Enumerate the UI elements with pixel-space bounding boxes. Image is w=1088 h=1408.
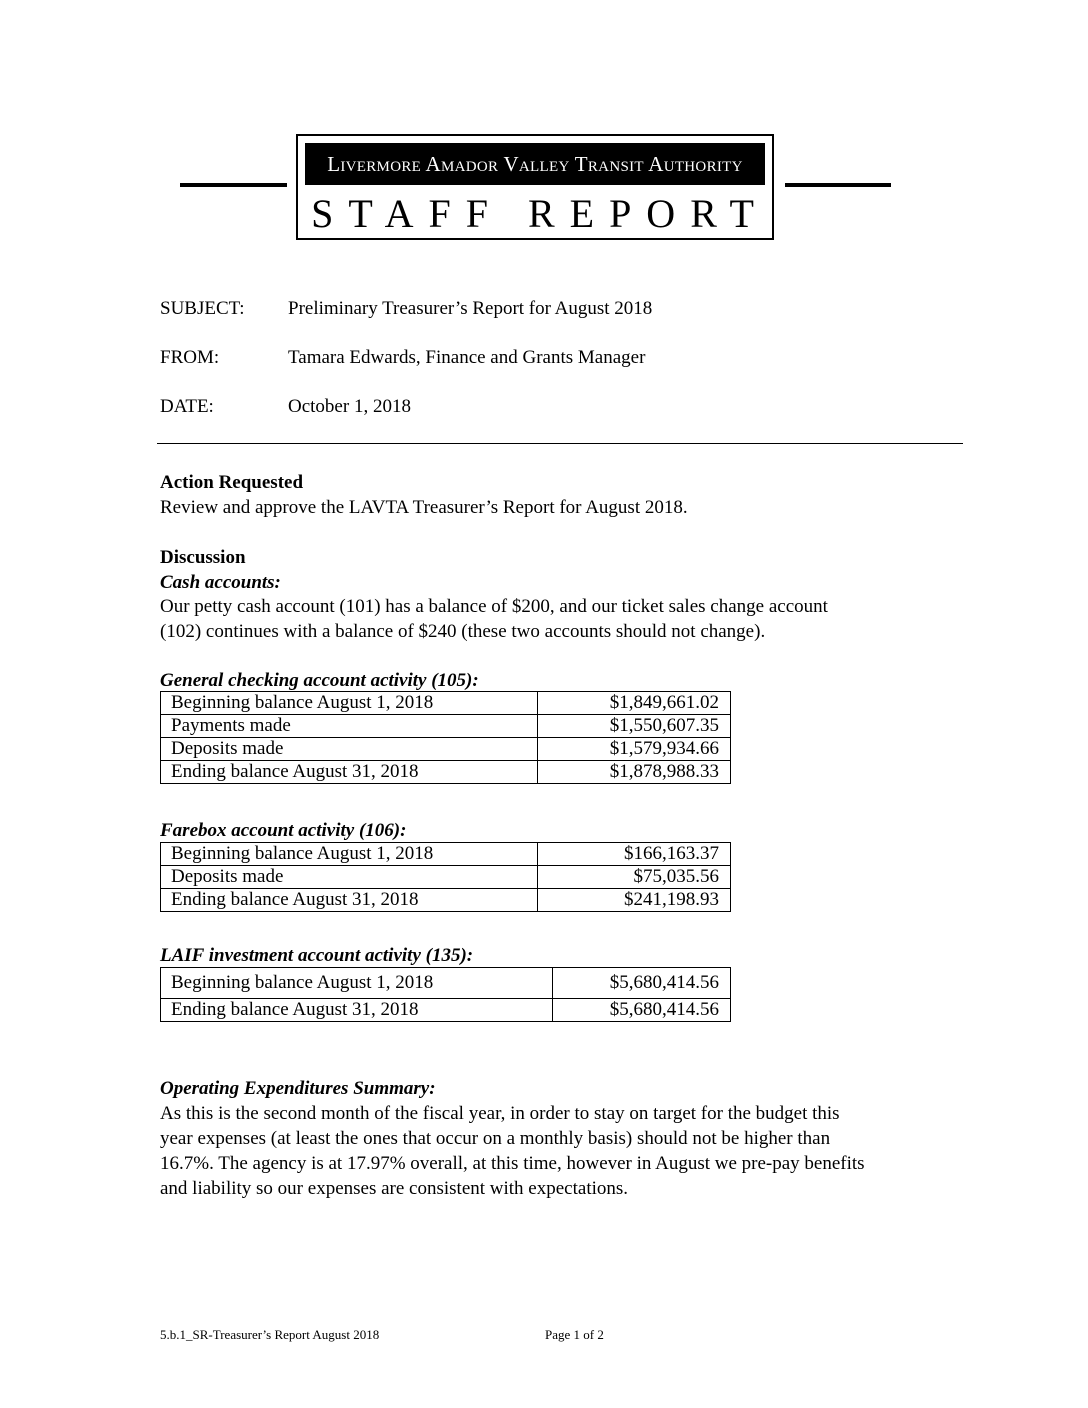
table-row [161, 738, 731, 761]
row-value: $1,579,934.66 [538, 738, 731, 761]
row-label: Ending balance August 31, 2018 [161, 999, 553, 1022]
operating-line-3: 16.7%. The agency is at 17.97% overall, at this time, however in August we pre-pay benefits [160, 1153, 865, 1174]
cash-accounts-line-1: Our petty cash account (101) has a balance of $200, and our ticket sales change account [160, 596, 828, 617]
operating-line-1: As this is the second month of the fiscal year, in order to stay on target for the budget this [160, 1103, 840, 1124]
row-value: $75,035.56 [538, 866, 731, 889]
table-row [161, 866, 731, 889]
table-row [161, 692, 731, 715]
row-label: Beginning balance August 1, 2018 [161, 968, 553, 999]
table-row [161, 843, 731, 866]
table-row [161, 968, 731, 999]
letterhead [296, 134, 774, 240]
laif-table [160, 967, 731, 1022]
operating-line-2: year expenses (at least the ones that occur on a monthly basis) should not be higher than [160, 1128, 831, 1149]
cash-accounts-heading: Cash accounts: [160, 572, 281, 593]
row-label: Beginning balance August 1, 2018 [161, 692, 538, 715]
row-value: $5,680,414.56 [553, 968, 731, 999]
letterhead-rule-right [785, 183, 891, 187]
table-row [161, 761, 731, 784]
date-value: October 1, 2018 [288, 396, 411, 417]
row-label: Ending balance August 31, 2018 [161, 761, 538, 784]
action-text: Review and approve the LAVTA Treasurer’s Report for August 2018. [160, 497, 688, 518]
cash-accounts-line-2: (102) continues with a balance of $240 (these two accounts should not change). [160, 621, 766, 642]
general-checking-heading: General checking account activity (105): [160, 670, 479, 691]
operating-line-4: and liability so our expenses are consistent with expectations. [160, 1178, 629, 1199]
footer-doc-name: 5.b.1_SR-Treasurer’s Report August 2018 [160, 1327, 380, 1342]
row-value: $1,878,988.33 [538, 761, 731, 784]
laif-heading: LAIF investment account activity (135): [160, 945, 474, 966]
subject-value: Preliminary Treasurer’s Report for August 2018 [288, 298, 653, 319]
letterhead-rule-left [180, 183, 287, 187]
row-label: Deposits made [161, 866, 538, 889]
from-label: FROM: [160, 347, 220, 368]
discussion-heading: Discussion [160, 547, 246, 568]
row-label: Beginning balance August 1, 2018 [161, 843, 538, 866]
from-value: Tamara Edwards, Finance and Grants Manager [288, 347, 646, 368]
table-row [161, 715, 731, 738]
org-name: Livermore Amador Valley Transit Authority [305, 143, 765, 185]
subject-label: SUBJECT: [160, 298, 245, 319]
table-row [161, 999, 731, 1022]
row-label: Payments made [161, 715, 538, 738]
operating-heading: Operating Expenditures Summary: [160, 1078, 436, 1099]
row-value: $241,198.93 [538, 889, 731, 912]
row-value: $5,680,414.56 [553, 999, 731, 1022]
row-label: Deposits made [161, 738, 538, 761]
farebox-heading: Farebox account activity (106): [160, 820, 407, 841]
row-label: Ending balance August 31, 2018 [161, 889, 538, 912]
farebox-table [160, 842, 731, 912]
general-checking-table [160, 691, 731, 784]
footer-page-number: Page 1 of 2 [545, 1327, 604, 1342]
header-divider [157, 443, 963, 444]
row-value: $1,849,661.02 [538, 692, 731, 715]
action-heading: Action Requested [160, 472, 304, 493]
row-value: $1,550,607.35 [538, 715, 731, 738]
report-title: STAFF REPORT [311, 191, 769, 236]
row-value: $166,163.37 [538, 843, 731, 866]
date-label: DATE: [160, 396, 214, 417]
table-row [161, 889, 731, 912]
